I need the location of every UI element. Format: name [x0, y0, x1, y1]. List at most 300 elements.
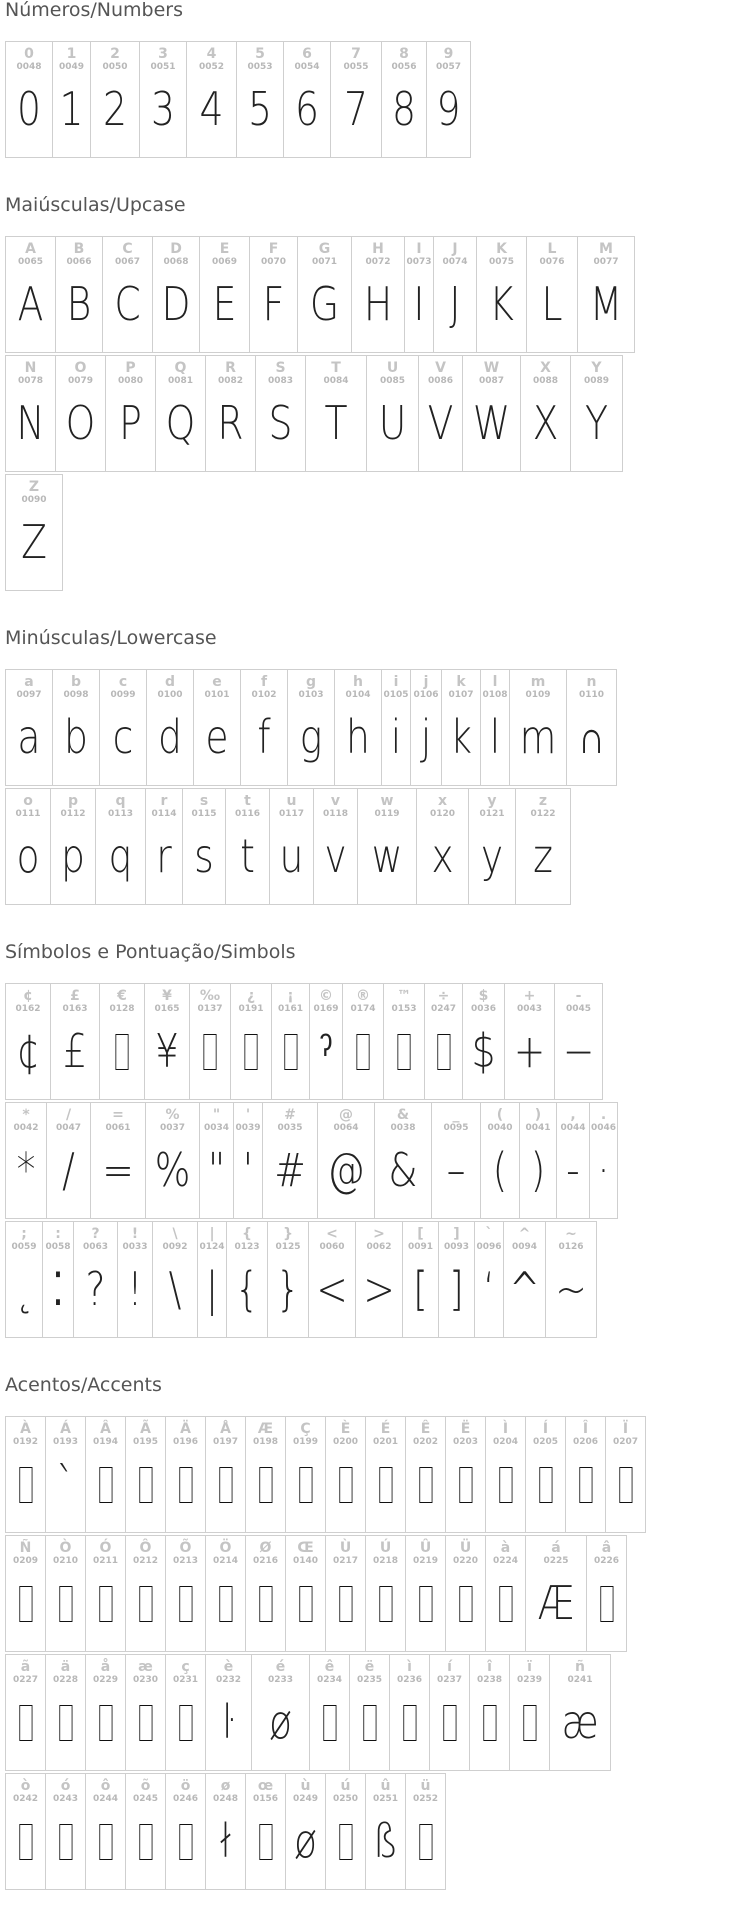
glyph-character: œ — [257, 1778, 274, 1794]
glyph-section — [5, 628, 730, 905]
notdef-box-icon — [59, 1586, 72, 1622]
glyph-character: } — [283, 1226, 293, 1242]
glyph-code: 0214 — [212, 1556, 239, 1566]
glyph-code: 0195 — [132, 1437, 159, 1447]
glyph-cell — [5, 1654, 46, 1771]
notdef-box-icon — [299, 1586, 312, 1622]
glyph-character: X — [540, 360, 551, 376]
glyph-character: x — [437, 793, 448, 809]
glyph-character: ï — [527, 1659, 532, 1675]
glyph-code: 0058 — [45, 1242, 71, 1252]
glyph-cell — [165, 1654, 206, 1771]
glyph-cell — [402, 1221, 439, 1338]
glyph-code: 0231 — [172, 1675, 199, 1685]
glyph-character: í — [447, 1659, 452, 1675]
glyph-character: k — [456, 674, 466, 690]
glyph-cell — [85, 1773, 126, 1890]
glyph-cell — [433, 236, 477, 353]
notdef-box-icon — [179, 1586, 192, 1622]
glyph-character: á — [551, 1540, 561, 1556]
glyph-cell — [73, 1221, 118, 1338]
glyph-character: Q — [174, 360, 187, 376]
missing-glyph-box — [410, 1567, 442, 1639]
glyph-row — [5, 474, 730, 591]
glyph-cell — [309, 1654, 350, 1771]
missing-glyph-box — [434, 1686, 466, 1758]
glyph-sample: ∩ — [577, 710, 606, 764]
glyph-character: ! — [131, 1226, 139, 1242]
glyph-sample: E — [212, 277, 237, 331]
glyph-code: 0055 — [343, 62, 369, 72]
glyph-sample: 2 — [102, 82, 128, 136]
glyph-code: 0125 — [275, 1242, 301, 1252]
glyph-sample: u — [279, 829, 304, 883]
glyph-code: 0064 — [333, 1123, 359, 1133]
glyph-character: ™ — [397, 988, 411, 1004]
glyph-cell — [349, 1654, 390, 1771]
glyph-cell — [5, 236, 56, 353]
glyph-cell — [255, 355, 306, 472]
glyph-sample: ( — [492, 1143, 508, 1197]
glyph-sample: s — [194, 829, 214, 883]
glyph-character: Ó — [99, 1540, 112, 1556]
glyph-cell — [365, 1773, 406, 1890]
glyph-row — [5, 1221, 730, 1338]
glyph-code: 0066 — [66, 257, 92, 267]
glyph-sample: } — [275, 1262, 301, 1316]
glyph-code: 0165 — [154, 1004, 180, 1014]
notdef-box-icon — [363, 1705, 376, 1741]
glyph-cell — [317, 1102, 375, 1219]
notdef-box-icon — [339, 1824, 352, 1860]
glyph-character: b — [70, 674, 82, 690]
glyph-code: 0216 — [252, 1556, 279, 1566]
glyph-code: 0099 — [110, 690, 136, 700]
glyph-sample: L — [541, 277, 563, 331]
glyph-character: Å — [220, 1421, 231, 1437]
glyph-sample: & — [388, 1143, 418, 1197]
glyph-character: P — [125, 360, 136, 376]
glyph-code: 0080 — [117, 376, 144, 386]
glyph-cell — [330, 41, 382, 158]
notdef-box-icon — [356, 1034, 369, 1070]
glyph-character: s — [199, 793, 209, 809]
glyph-sample: x — [431, 829, 454, 883]
missing-glyph-box — [354, 1686, 386, 1758]
glyph-code: 0084 — [323, 376, 349, 386]
glyph-code: 0050 — [102, 62, 128, 72]
missing-glyph-box — [170, 1686, 202, 1758]
glyph-code: 0230 — [132, 1675, 159, 1685]
glyph-cell — [519, 1102, 557, 1219]
glyph-character: g — [305, 674, 317, 690]
glyph-character: € — [117, 988, 127, 1004]
glyph-sample: j — [420, 710, 432, 764]
glyph-code: 0035 — [277, 1123, 303, 1133]
glyph-cell — [5, 669, 53, 786]
glyph-code: 0235 — [356, 1675, 383, 1685]
glyph-sample: M — [589, 277, 623, 331]
glyph-code: 0247 — [430, 1004, 457, 1014]
glyph-character: £ — [70, 988, 80, 1004]
notdef-box-icon — [483, 1705, 496, 1741]
glyph-cell — [309, 983, 343, 1100]
glyph-cell — [245, 1416, 286, 1533]
glyph-cell — [283, 41, 331, 158]
glyph-code: 0039 — [235, 1123, 261, 1133]
glyph-character: ë — [364, 1659, 375, 1675]
glyph-character: n — [586, 674, 597, 690]
glyph-code: 0063 — [82, 1242, 109, 1252]
glyph-character: ( — [496, 1107, 504, 1123]
glyph-character: æ — [138, 1659, 153, 1675]
glyph-character: ò — [20, 1778, 31, 1794]
glyph-cell — [45, 1416, 86, 1533]
glyph-code: 0243 — [52, 1794, 79, 1804]
glyph-character: ` — [485, 1226, 493, 1242]
glyph-character: M — [599, 241, 613, 257]
missing-glyph-box — [170, 1567, 202, 1639]
missing-glyph-box — [330, 1448, 362, 1520]
glyph-code: 0095 — [443, 1123, 469, 1133]
notdef-box-icon — [459, 1586, 472, 1622]
glyph-sample: ? — [85, 1262, 106, 1316]
glyph-cell — [355, 1221, 403, 1338]
glyph-cell — [125, 1535, 166, 1652]
missing-glyph-box — [530, 1448, 562, 1520]
missing-glyph-box — [90, 1567, 122, 1639]
glyph-sample: g — [299, 710, 323, 764]
glyph-code: 0163 — [62, 1004, 88, 1014]
glyph-cell — [485, 1416, 526, 1533]
glyph-cell — [45, 1654, 86, 1771]
glyph-sample: r — [156, 829, 172, 883]
glyph-code: 0174 — [350, 1004, 376, 1014]
glyph-character: ó — [60, 1778, 71, 1794]
glyph-grid — [5, 1416, 730, 1890]
glyph-character: Ô — [139, 1540, 152, 1556]
glyph-sample: * — [16, 1143, 36, 1197]
glyph-code: 0051 — [150, 62, 176, 72]
glyph-sample: q — [108, 829, 133, 883]
glyph-code: 0205 — [532, 1437, 559, 1447]
glyph-sample: b — [64, 710, 88, 764]
missing-glyph-box — [10, 1686, 42, 1758]
glyph-cell — [267, 1221, 309, 1338]
glyph-character: Ì — [502, 1421, 509, 1437]
glyph-character: < — [326, 1226, 338, 1242]
glyph-cell — [5, 1535, 46, 1652]
glyph-code: 0104 — [345, 690, 371, 700]
missing-glyph-box — [410, 1805, 442, 1877]
glyph-character: - — [575, 988, 582, 1004]
glyph-cell — [165, 1773, 206, 1890]
glyph-cell — [55, 355, 106, 472]
glyph-sample: k — [450, 710, 472, 764]
glyph-sample: 1 — [59, 82, 84, 136]
glyph-cell — [416, 788, 469, 905]
glyph-grid — [5, 983, 730, 1338]
glyph-code: 0069 — [211, 257, 238, 267]
glyph-character: " — [212, 1107, 221, 1123]
glyph-sample: ! — [127, 1262, 143, 1316]
glyph-code: 0041 — [525, 1123, 551, 1133]
glyph-code: 0112 — [60, 809, 86, 819]
glyph-cell — [525, 1535, 587, 1652]
glyph-grid — [5, 669, 730, 905]
glyph-cell — [102, 236, 153, 353]
glyph-code: 0220 — [452, 1556, 479, 1566]
glyph-cell — [381, 41, 427, 158]
missing-glyph-box — [50, 1567, 82, 1639]
glyph-code: 0224 — [492, 1556, 519, 1566]
glyph-character: À — [20, 1421, 31, 1437]
glyph-cell — [165, 1535, 206, 1652]
glyph-sample: p — [61, 829, 85, 883]
glyph-sample: ʻ — [483, 1262, 495, 1316]
glyph-character: ~ — [565, 1226, 577, 1242]
glyph-sample: v — [324, 829, 347, 883]
glyph-code: 0045 — [565, 1004, 592, 1014]
glyph-cell — [145, 788, 183, 905]
glyph-character: ' — [245, 1107, 251, 1123]
glyph-character: _ — [452, 1107, 460, 1123]
glyph-sample: ' — [242, 1143, 254, 1197]
glyph-character: Ø — [259, 1540, 272, 1556]
glyph-character: © — [319, 988, 333, 1004]
glyph-sample: ˛ — [14, 1262, 34, 1316]
missing-glyph-box — [194, 1015, 227, 1087]
notdef-box-icon — [19, 1824, 32, 1860]
glyph-code: 0042 — [13, 1123, 39, 1133]
glyph-cell — [285, 1773, 326, 1890]
glyph-sample: 7 — [343, 82, 369, 136]
glyph-sample: \ — [168, 1262, 182, 1316]
glyph-cell — [285, 1535, 326, 1652]
notdef-box-icon — [259, 1586, 272, 1622]
glyph-sample: J — [449, 277, 461, 331]
glyph-cell — [504, 983, 555, 1100]
glyph-code: 0213 — [172, 1556, 199, 1566]
missing-glyph-box — [410, 1448, 442, 1520]
glyph-cell — [5, 355, 56, 472]
missing-glyph-box — [170, 1805, 202, 1877]
notdef-box-icon — [19, 1705, 32, 1741]
missing-glyph-box — [490, 1448, 522, 1520]
glyph-sample: K — [489, 277, 514, 331]
glyph-character: f — [260, 674, 268, 690]
glyph-cell — [240, 669, 288, 786]
glyph-character: ù — [300, 1778, 311, 1794]
glyph-sample: a — [17, 710, 41, 764]
notdef-box-icon — [139, 1586, 152, 1622]
missing-glyph-box — [474, 1686, 506, 1758]
glyph-character: S — [275, 360, 286, 376]
glyph-cell — [233, 1102, 263, 1219]
glyph-cell — [418, 355, 463, 472]
glyph-code: 0192 — [12, 1437, 39, 1447]
glyph-cell — [325, 1773, 366, 1890]
glyph-character: E — [219, 241, 230, 257]
glyph-cell — [199, 236, 250, 353]
glyph-character: e — [212, 674, 222, 690]
glyph-sample: O — [65, 396, 96, 450]
glyph-cell — [485, 1535, 526, 1652]
glyph-character: é — [275, 1659, 286, 1675]
glyph-cell — [45, 1773, 86, 1890]
glyph-cell — [438, 1221, 475, 1338]
glyph-cell — [325, 1535, 366, 1652]
glyph-character: ] — [453, 1226, 460, 1242]
glyph-character: 5 — [255, 46, 265, 62]
glyph-sample: ⁚ — [52, 1262, 64, 1316]
glyph-character: Ï — [622, 1421, 629, 1437]
notdef-box-icon — [99, 1705, 112, 1741]
glyph-code: 0140 — [292, 1556, 319, 1566]
glyph-cell — [182, 788, 226, 905]
glyph-cell — [251, 1654, 310, 1771]
missing-glyph-box — [428, 1015, 458, 1087]
glyph-character: õ — [140, 1778, 151, 1794]
glyph-sample: w — [371, 829, 403, 883]
glyph-cell — [95, 788, 146, 905]
glyph-row — [5, 1535, 730, 1652]
missing-glyph-box — [370, 1448, 402, 1520]
glyph-cell — [5, 1102, 47, 1219]
glyph-code: 0115 — [191, 809, 217, 819]
glyph-character: T — [331, 360, 341, 376]
glyph-cell — [554, 983, 603, 1100]
glyph-grid — [5, 236, 730, 591]
notdef-box-icon — [619, 1467, 632, 1503]
glyph-character: B — [73, 241, 85, 257]
glyph-character: Ë — [460, 1421, 471, 1437]
glyph-code: 0120 — [429, 809, 456, 819]
notdef-box-icon — [179, 1467, 192, 1503]
glyph-code: 0244 — [92, 1794, 119, 1804]
glyph-code: 0251 — [372, 1794, 399, 1804]
notdef-box-icon — [99, 1824, 112, 1860]
missing-glyph-box — [90, 1448, 122, 1520]
glyph-section — [5, 195, 730, 591]
glyph-character: Ã — [140, 1421, 151, 1437]
glyph-sample: ` — [56, 1457, 75, 1511]
glyph-code: 0091 — [407, 1242, 434, 1252]
glyph-code: 0046 — [590, 1123, 617, 1133]
glyph-sample: $ — [471, 1024, 496, 1078]
missing-glyph-box — [235, 1015, 268, 1087]
glyph-character: $ — [478, 988, 489, 1004]
glyph-code: 0226 — [593, 1556, 620, 1566]
glyph-sample: ø — [293, 1814, 318, 1868]
glyph-code: 0248 — [212, 1794, 239, 1804]
glyph-code: 0212 — [132, 1556, 159, 1566]
glyph-sample: Z — [21, 515, 47, 569]
glyph-cell — [405, 1535, 446, 1652]
glyph-character: Ò — [59, 1540, 72, 1556]
glyph-sample: U — [378, 396, 407, 450]
glyph-code: 0061 — [105, 1123, 131, 1133]
glyph-cell — [404, 236, 434, 353]
glyph-code: 0072 — [365, 257, 391, 267]
glyph-character: i — [393, 674, 399, 690]
glyph-character: ø — [220, 1778, 231, 1794]
section-title: Maiúsculas/Upcase — [5, 194, 186, 216]
glyph-sample: @ — [327, 1143, 365, 1197]
glyph-cell — [476, 236, 527, 353]
glyph-character: K — [496, 241, 507, 257]
glyph-code: 0079 — [67, 376, 94, 386]
glyph-character: Í — [542, 1421, 549, 1437]
glyph-sample: h — [346, 710, 370, 764]
notdef-box-icon — [419, 1824, 432, 1860]
glyph-code: 0116 — [234, 809, 261, 819]
glyph-character: \ — [172, 1226, 178, 1242]
glyph-code: 0078 — [17, 376, 44, 386]
glyph-code: 0202 — [412, 1437, 439, 1447]
glyph-code: 0096 — [476, 1242, 502, 1252]
glyph-code: 0246 — [172, 1794, 199, 1804]
glyph-cell — [146, 669, 194, 786]
glyph-row — [5, 788, 730, 905]
glyph-row — [5, 1773, 730, 1890]
glyph-sample: Æ — [537, 1576, 575, 1630]
glyph-code: 0225 — [543, 1556, 569, 1566]
glyph-character: ö — [180, 1778, 191, 1794]
glyph-character: ¿ — [246, 988, 256, 1004]
glyph-cell — [46, 1102, 91, 1219]
glyph-code: 0075 — [488, 257, 515, 267]
missing-glyph-box — [490, 1567, 522, 1639]
glyph-character: Á — [60, 1421, 71, 1437]
glyph-sample: G — [309, 277, 340, 331]
glyph-sample: ~ — [555, 1262, 587, 1316]
glyph-character: Ö — [219, 1540, 232, 1556]
glyph-code: 0070 — [260, 257, 287, 267]
glyph-character: à — [500, 1540, 511, 1556]
glyph-sample: Q — [165, 396, 196, 450]
glyph-code: 0056 — [391, 62, 417, 72]
glyph-sample: 3 — [150, 82, 176, 136]
glyph-sample: D — [161, 277, 191, 331]
glyph-code: 0044 — [560, 1123, 586, 1133]
glyph-sample: C — [114, 277, 141, 331]
notdef-box-icon — [99, 1467, 112, 1503]
missing-glyph-box — [104, 1015, 140, 1087]
glyph-code: 0087 — [478, 376, 505, 386]
glyph-character: O — [74, 360, 87, 376]
glyph-character: 1 — [66, 46, 77, 62]
glyph-cell — [287, 669, 335, 786]
glyph-row — [5, 41, 730, 158]
glyph-character: o — [23, 793, 33, 809]
glyph-cell — [125, 1654, 166, 1771]
glyph-sample: d — [158, 710, 182, 764]
glyph-character: y — [487, 793, 497, 809]
glyph-cell — [297, 236, 352, 353]
glyph-character: ? — [91, 1226, 100, 1242]
glyph-cell — [269, 788, 314, 905]
glyph-character: Û — [419, 1540, 432, 1556]
missing-glyph-box — [90, 1686, 122, 1758]
glyph-character: ) — [534, 1107, 542, 1123]
glyph-cell — [570, 355, 623, 472]
notdef-box-icon — [339, 1586, 352, 1622]
notdef-box-icon — [219, 1586, 232, 1622]
glyph-cell — [445, 1535, 486, 1652]
glyph-code: 0088 — [532, 376, 559, 386]
glyph-sample: A — [17, 277, 44, 331]
